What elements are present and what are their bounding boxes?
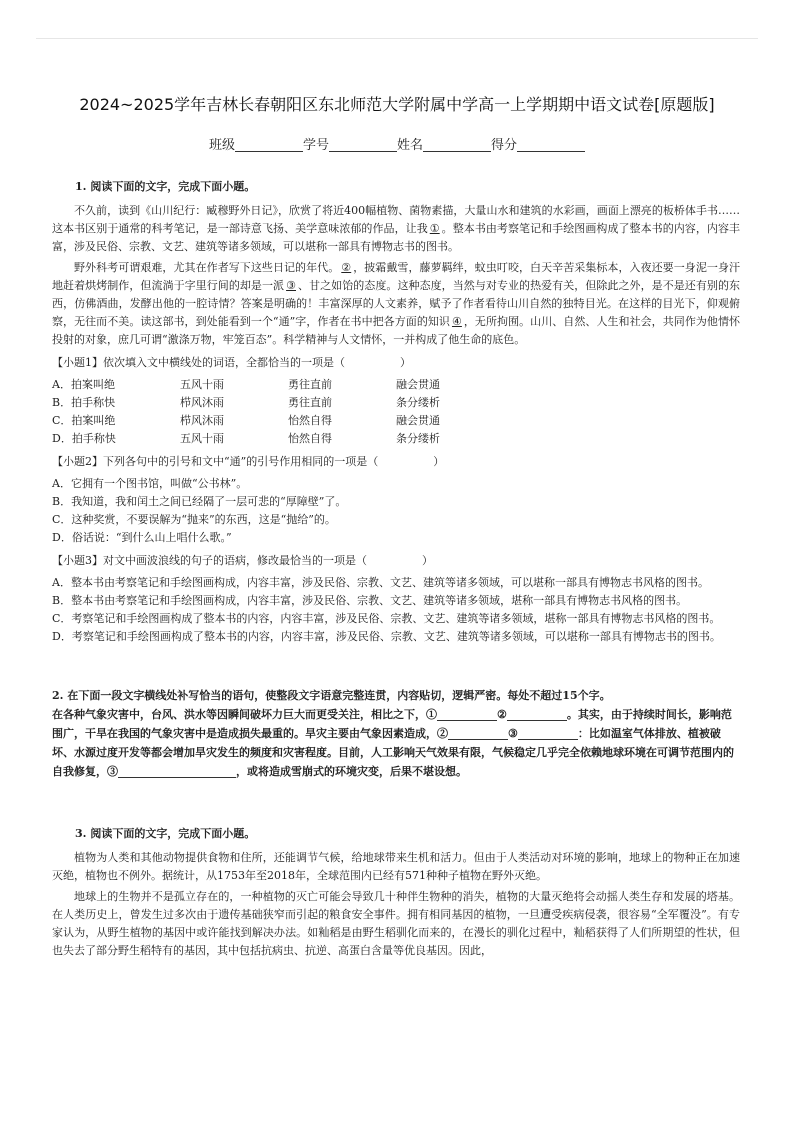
option-cell: 融会贯通 xyxy=(396,414,440,427)
question-2-heading: 2. 在下面一段文字横线处补写恰当的语句，使整段文字语意完整连贯，内容贴切，逻辑严密。每处不超过15个字。 xyxy=(52,689,611,702)
question-3 xyxy=(52,825,740,960)
option-cell: 融会贯通 xyxy=(396,378,440,391)
fill-blank[interactable] xyxy=(448,726,508,740)
option-row[interactable] xyxy=(52,412,740,430)
blank-marker-1: ① xyxy=(429,222,440,235)
fill-blank[interactable] xyxy=(437,707,497,721)
passage-text: 、甘之如饴的态度。这种态度，当然与对专业的热爱有关，但除此之外，是不是还有别的东西，仿佛酒曲，发酵出他的一腔诗情？答案是明确的！丰富深厚的人文素养，赋予了作者看待山川自然的独特目光。在这样的目光下，仰观俯察，无往而不美。读这部书，到处能看到一个“通”字，作者在书中把各方面的知识 xyxy=(52,279,740,328)
passage-paragraph xyxy=(52,259,740,349)
option-cell: 怡然自得 xyxy=(288,432,332,445)
blank-marker-2: ② xyxy=(497,708,507,721)
option-cell: 勇往直前 xyxy=(288,396,332,409)
blank-marker-4: ④ xyxy=(451,315,462,328)
subquestion-1-stem: 【小题1】依次填入文中横线处的词语，全都恰当的一项是（ ） xyxy=(52,356,411,369)
blank-marker-2: ② xyxy=(341,261,352,274)
option[interactable]: B．我知道，我和闰土之间已经隔了一层可悲的“厚障壁”了。 xyxy=(52,495,347,508)
exam-content xyxy=(52,178,740,963)
top-divider xyxy=(36,38,758,39)
blank-marker-3: ③ xyxy=(508,727,518,740)
option-cell: 栉风沐雨 xyxy=(180,414,224,427)
option[interactable]: A．它拥有一个图书馆，叫做“公书林”。 xyxy=(52,477,248,490)
option[interactable]: C．这种奖赏，不要误解为“抛来”的东西，这是“抛给”的。 xyxy=(52,513,336,526)
passage-text: ：比如温室气体排放、植被破坏、水源过度开发等都会增加旱灾发生的频度和灾害程度。目前，人工影响天气效果有限，气候稳定几乎完全依赖地球环境在可调节范围内的自我修复， xyxy=(52,727,734,778)
passage-text: 不久前，读到《山川纪行：臧穆野外日记》，欣赏了将近400幅植物、菌物素描，大量山水和建筑的水彩画，画面上漂亮的板桥体手书……这本书区别于通常的科考笔记，是一部诗意飞扬、美学意味浓郁的作品，让我 xyxy=(52,204,740,235)
blank-marker-3: ③ xyxy=(107,765,118,778)
option-row[interactable] xyxy=(52,394,740,412)
option[interactable]: A．整本书由考察笔记和手绘图画构成，内容丰富，涉及民俗、宗教、文艺、建筑等诸多领域，可以堪称一部具有博物志书风格的图书。 xyxy=(52,576,709,589)
class-label: 班级 xyxy=(208,138,235,153)
student-info-line xyxy=(0,134,794,153)
question-2-passage xyxy=(52,705,740,781)
subquestion-3-stem: 【小题3】对文中画波浪线的句子的语病，修改最恰当的一项是（ ） xyxy=(52,554,433,567)
fill-blank[interactable] xyxy=(507,707,567,721)
passage-text: 。其实，由于持续时间长，影响范围广，干旱在我国的气象灾害中是造成损失最重的。旱灾主要由气象因素造成， xyxy=(52,708,732,740)
option[interactable]: D．俗话说：“到什么山上唱什么歌。” xyxy=(52,531,232,544)
number-label: 学号 xyxy=(302,138,329,153)
name-label: 姓名 xyxy=(397,138,424,153)
option-cell: C．拍案叫绝 xyxy=(52,414,116,427)
passage-text: ，无所拘囿。山川、自然、人生和社会，共同作为他情怀投射的对象，庶几可谓“激涤万物，牢笼百态”。科学精神与人文情怀，一并构成了他生命的底色。 xyxy=(52,315,741,346)
blank-marker-2: ② xyxy=(437,727,448,740)
passage-paragraph xyxy=(52,202,740,256)
option-cell: 勇往直前 xyxy=(288,378,332,391)
option[interactable]: B．整本书由考察笔记和手绘图画构成，内容丰富，涉及民俗、宗教、文艺、建筑等诸多领域，堪称一部具有博物志书风格的图书。 xyxy=(52,594,688,607)
score-label: 得分 xyxy=(491,138,518,153)
blank-marker-3: ③ xyxy=(286,279,296,292)
passage-text: ，或将造成雪崩式的环境灾变，后果不堪设想。 xyxy=(236,765,467,778)
passage-paragraph: 植物为人类和其他动物提供食物和住所，还能调节气候，给地球带来生机和活力。但由于人类活动对环境的影响，地球上的物种正在加速灭绝，植物也不例外。据统计，从1753年至2018年，全球范围内已经有571种种子植物在野外灭绝。 xyxy=(52,851,740,882)
page-title: 2024~2025学年吉林长春朝阳区东北师范大学附属中学高一上学期期中语文试卷[原题版] xyxy=(79,95,715,114)
fill-blank[interactable] xyxy=(518,726,578,740)
option-cell: 栉风沐雨 xyxy=(180,396,224,409)
score-blank[interactable] xyxy=(517,137,585,152)
passage-text: 在各种气象灾害中，台风、洪水等因瞬间破坏力巨大而更受关注，相比之下， xyxy=(52,708,426,721)
name-blank[interactable] xyxy=(423,137,491,152)
option-cell: A．拍案叫绝 xyxy=(52,378,115,391)
option[interactable]: C．考察笔记和手绘图画构成了整本书的内容，内容丰富，涉及民俗、宗教、文艺、建筑等诸多领域，堪称一部具有博物志书风格的图书。 xyxy=(52,612,721,625)
blank-marker-1: ① xyxy=(426,708,437,721)
fill-blank[interactable] xyxy=(118,764,236,778)
subquestion-2-options xyxy=(52,475,740,547)
subquestion-1-options xyxy=(52,376,740,448)
option-cell: 条分缕析 xyxy=(396,396,440,409)
option-cell: D．拍手称快 xyxy=(52,432,116,445)
passage-paragraph: 地球上的生物并不是孤立存在的，一种植物的灭亡可能会导致几十种伴生物种的消失，植物的大量灭绝将会动摇人类生存和发展的塔基。在人类历史上，曾发生过多次由于遗传基础狭窄而引起的粮食安全事件。拥有相同基因的植物，一旦遭受疾病侵袭，很容易“全军覆没”。有专家认为，从野生植物的基因中或许能找到解决办法。如籼稻是由野生稻驯化而来的，在漫长的驯化过程中，籼稻获得了人们所期望的性状，但也失去了部分野生稻特有的基因，其中包括抗病虫、抗逆、高蛋白含量等优良基因。因此， xyxy=(52,890,740,957)
question-2 xyxy=(52,686,740,781)
subquestion-2-stem: 【小题2】下列各句中的引号和文中“通”的引号作用相同的一项是（ ） xyxy=(52,455,445,468)
option-cell: 五风十雨 xyxy=(180,378,224,391)
passage-text: 野外科考可谓艰难，尤其在作者写下这些日记的年代。 xyxy=(74,261,340,274)
option-cell: 怡然自得 xyxy=(288,414,332,427)
number-blank[interactable] xyxy=(329,137,397,152)
option[interactable]: D．考察笔记和手绘图画构成了整本书的内容，内容丰富，涉及民俗、宗教、文艺、建筑等诸多领域，可以堪称一部具有博物志书的图书。 xyxy=(52,630,721,643)
option-cell: 条分缕析 xyxy=(396,432,440,445)
subquestion-3-options xyxy=(52,574,740,646)
passage-text: 。整本书由考察笔记和手绘图画构成了整本书的内容，内容丰富，涉及民俗、宗教、文艺、建筑等诸多领域，可以堪称一部具有博物志书的图书。 xyxy=(52,222,741,253)
question-1 xyxy=(52,178,740,646)
option-row[interactable] xyxy=(52,430,740,448)
option-cell: B．拍手称快 xyxy=(52,396,116,409)
class-blank[interactable] xyxy=(235,137,303,152)
option-row[interactable] xyxy=(52,376,740,394)
passage-text: ，披霜戴雪，藤萝羁绊，蚊虫叮咬，白天辛苦采集标本，入夜还要一身泥一身汗地赶着烘烤制作，但流淌于字里行间的却是一派 xyxy=(52,261,741,292)
question-3-heading: 3. 阅读下面的文字，完成下面小题。 xyxy=(75,827,256,840)
option-cell: 五风十雨 xyxy=(180,432,224,445)
question-1-heading: 1. 阅读下面的文字，完成下面小题。 xyxy=(75,180,256,193)
